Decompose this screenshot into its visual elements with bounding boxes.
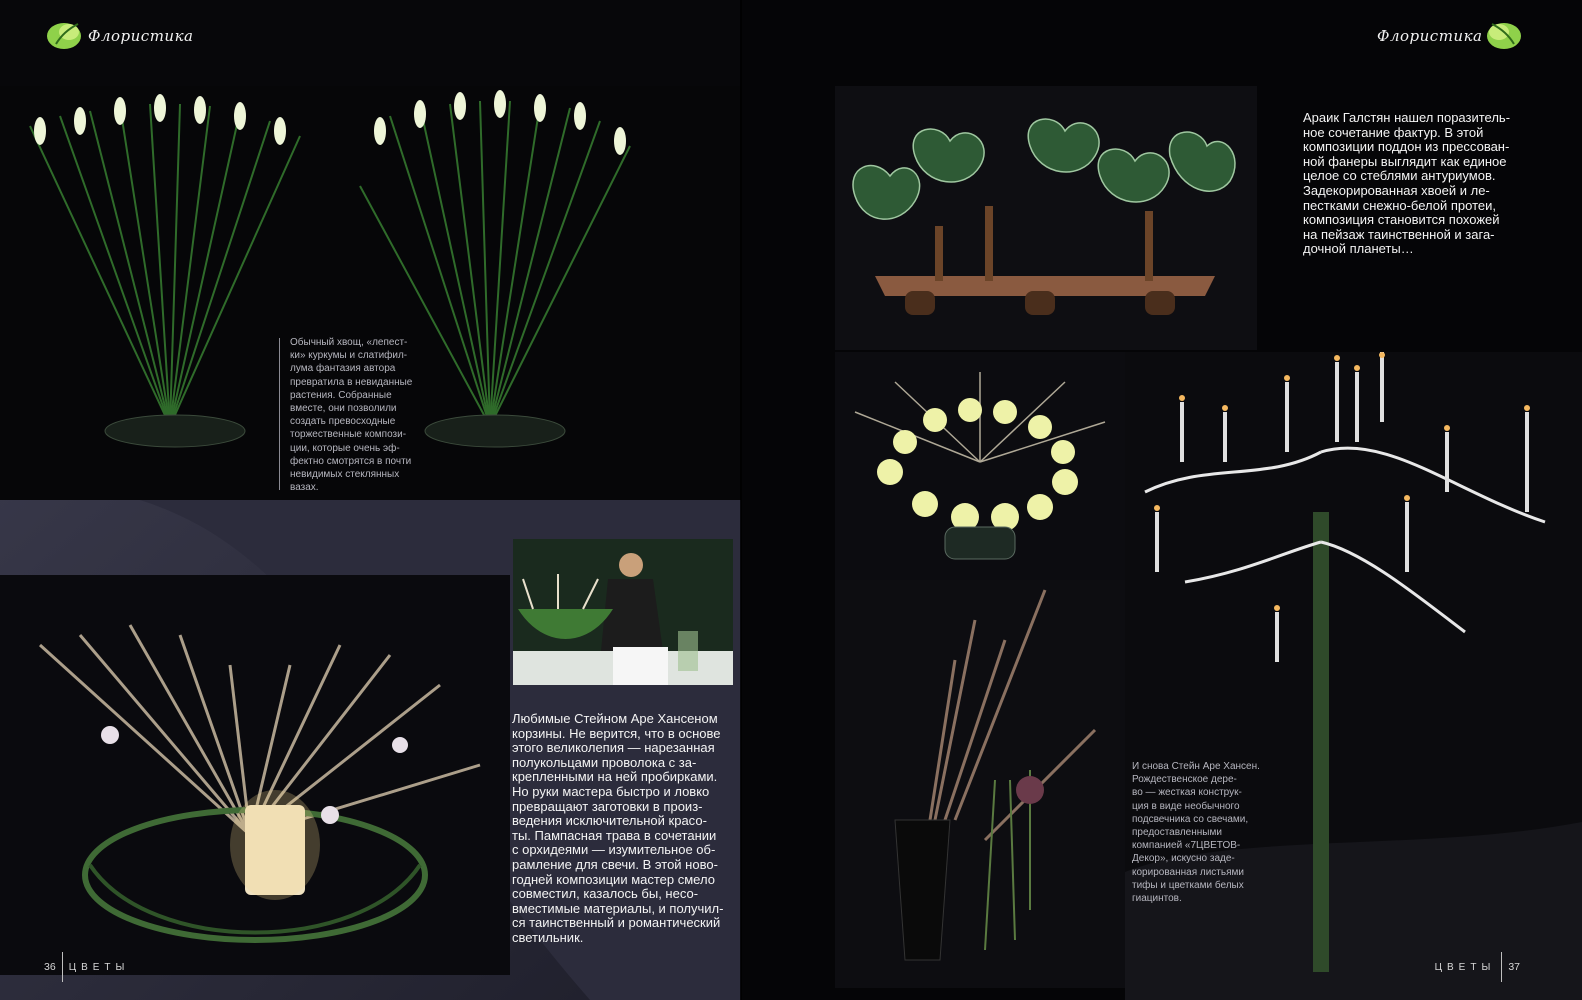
body-line: пестками снежно-белой протеи,	[1303, 197, 1496, 213]
body-line: рамление для свечи. В этой ново-	[512, 856, 718, 872]
body-line: Любимые Стейном Аре Хансеном	[512, 711, 718, 726]
body-line: композиция становится похожей	[1303, 212, 1500, 228]
caption-line: подсвечника со свечами,	[1132, 813, 1249, 825]
body-line: крепленными на ней пробирками.	[512, 769, 718, 785]
caption-line: тифы и цветками белых	[1132, 879, 1244, 891]
caption-line: во — жесткая конструк-	[1132, 787, 1242, 799]
left-header-logo	[44, 16, 193, 56]
body-line: светильник.	[512, 929, 584, 945]
body-line: Араик Галстян нашел поразитель-	[1303, 110, 1511, 125]
body-line: этого великолепия — нарезанная	[512, 740, 715, 756]
caption-line: невидимых стеклянных	[290, 469, 400, 481]
photo-pampas-basket	[0, 575, 510, 975]
caption-candle-tree	[1132, 760, 1260, 905]
body-line: с орхидеями — изумительное об-	[512, 842, 716, 858]
photo-dried-branches	[835, 580, 1125, 988]
header-logo-text: Флористика	[88, 27, 194, 45]
left-page	[0, 0, 741, 1000]
leaf-logo-icon	[1482, 16, 1526, 56]
body-line: Но руки мастера быстро и ловко	[512, 783, 710, 799]
footer-divider	[1501, 952, 1502, 982]
body-line: целое со стеблями антуриумов.	[1303, 168, 1496, 184]
caption-line: компанией «7ЦВЕТОВ-	[1132, 840, 1241, 852]
caption-line: Обычный хвощ, «лепест-	[290, 337, 408, 348]
caption-line: Рождественское дере-	[1132, 774, 1237, 786]
caption-line: вместе, они позволили	[290, 403, 397, 415]
left-footer	[44, 952, 129, 982]
caption-line: ки» куркумы и слатифил-	[290, 350, 408, 362]
footer-divider	[62, 952, 63, 982]
body-line: вместимые материалы, и получил-	[512, 900, 724, 916]
body-line: ное сочетание фактур. В этой	[1303, 124, 1484, 140]
body-line: совместил, казалось бы, несо-	[512, 886, 699, 902]
right-page	[741, 0, 1582, 1000]
caption-horsetail	[290, 336, 412, 494]
photo-florist-working	[513, 539, 733, 685]
caption-line: И снова Стейн Аре Хансен.	[1132, 761, 1260, 772]
right-footer	[1435, 952, 1520, 982]
body-text-galstyan	[1303, 111, 1510, 257]
spread-gutter	[740, 0, 742, 1000]
body-line: на пейзаж таинственной и зага-	[1303, 226, 1495, 242]
photo-anthurium-tray	[835, 86, 1257, 350]
caption-line: гиацинтов.	[1132, 893, 1182, 905]
caption-line: предоставленными	[1132, 827, 1222, 839]
body-line: полукольцами проволока с за-	[512, 754, 697, 770]
page-number: 37	[1508, 961, 1520, 973]
magazine-name: ЦВЕТЫ	[68, 961, 130, 973]
body-line: ной фанеры выглядит как единое	[1303, 153, 1507, 169]
caption-line: растения. Собранные	[290, 389, 392, 401]
caption-rule	[279, 338, 280, 490]
body-line: Задекорированная хвоей и ле-	[1303, 182, 1490, 198]
body-line: годней композиции мастер смело	[512, 871, 715, 887]
body-line: композиции поддон из прессован-	[1303, 139, 1510, 155]
caption-line: корированная листьями	[1132, 866, 1244, 878]
body-line: превращают заготовки в произ-	[512, 798, 703, 814]
right-header-logo	[1377, 16, 1526, 56]
caption-line: Декор», искусно заде-	[1132, 853, 1235, 865]
caption-line: торжественные компози-	[290, 429, 407, 441]
body-text-hansen-basket	[512, 712, 723, 946]
body-line: корзины. Не верится, что в основе	[512, 725, 721, 741]
body-line: дочной планеты…	[1303, 241, 1414, 257]
magazine-name: ЦВЕТЫ	[1434, 961, 1496, 973]
body-line: ся таинственный и романтический	[512, 915, 721, 931]
photo-chrysanthemum-ring	[835, 352, 1125, 580]
leaf-logo-icon	[44, 16, 88, 56]
caption-line: ция в виде необычного	[1132, 800, 1240, 812]
caption-line: создать превосходные	[290, 416, 396, 428]
body-line: ведения исключительной красо-	[512, 813, 707, 829]
body-line: ты. Пампасная трава в сочетании	[512, 827, 717, 843]
header-logo-text: Флористика	[1377, 27, 1483, 45]
page-number: 36	[44, 961, 56, 973]
caption-line: ции, которые очень эф-	[290, 442, 400, 454]
caption-line: фектно смотрятся в почти	[290, 455, 412, 467]
caption-line: превратила в невиданные	[290, 376, 413, 388]
caption-line: лума фантазия автора	[290, 363, 396, 375]
caption-line: вазах.	[290, 482, 319, 494]
